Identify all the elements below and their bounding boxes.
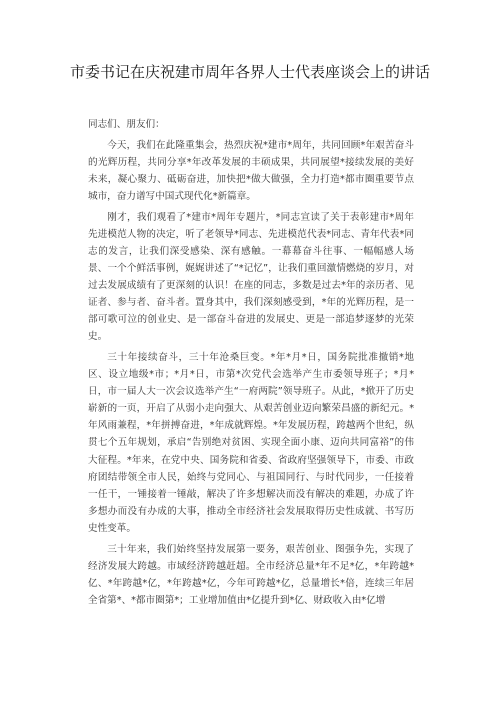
document-body (88, 116, 414, 613)
paragraph: 三十年接续奋斗，三十年沧桑巨变。*年*月*日，国务院批准撤销*地区、设立地级*市；*月*日，市第*次党代会选举产生市委领导班子；*月*日，市一届人大一次会议选举产生“一府两院”领导班子。从此，*掀开了历史崭新的一页，开启了从弱小走向强大、从艰苦创业迈向繁荣昌盛的新纪元。*年风雨兼程，*年拼搏奋进，*年成就辉煌。*年发展历程，跨越两个世纪，纵贯七个五年规划，承启“告别绝对贫困、实现全面小康、迈向共同富裕”的伟大征程。*年来，在党中央、国务院和省委、省政府坚强领导下，市委、市政府团结带领全市人民，始终与党同心、与祖国同行、与时代同步，一任接着一任干，一锤接着一锤敲，解决了许多想解决而没有解决的难题，办成了许多想办而没有办成的大事，推动全市经济社会发展取得历史性成就、书写历史性变革。 (88, 352, 414, 534)
paragraph: 刚才，我们观看了*建市*周年专题片，*同志宣读了关于表彰建市*周年先进模范人物的决定，听了老领导*同志、先进模范代表*同志、青年代表*同志的发言，让我们深受感染、深有感触。一幕幕奋斗往事、一幅幅感人场景、一个个鲜活事例，娓娓讲述了“*记忆”，让我们重回激情燃烧的岁月，对过去发展成绩有了更深刻的认识！在座的同志，多数是过去*年的亲历者、见证者、参与者、奋斗者。置身其中，我们深刻感受到，*年的光辉历程，是一部可歌可泣的创业史、是一部奋斗奋进的发展史、更是一部追梦逐梦的光荣史。 (88, 211, 414, 343)
paragraph: 今天，我们在此隆重集会，热烈庆祝*建市*周年，共同回顾*年艰苦奋斗的光辉历程，共同分享*年改革发展的丰硕成果，共同展望*接续发展的美好未来，凝心聚力、砥砺奋进，加快把*做大做强，全力打造*都市圈重要节点城市，奋力谱写中国式现代化*新篇章。 (88, 139, 414, 202)
paragraph: 三十年来，我们始终坚持发展第一要务，艰苦创业、图强争先，实现了经济发展大跨越。市域经济跨越赶超。全市经济总量*年不足*亿，*年跨越*亿、*年跨越*亿，*年跨越*亿，今年可跨越*亿，总量增长*倍，连续三年居全省第*、*都市圈第*；工业增加值由*亿提升到*亿、财政收入由*亿增 (88, 543, 414, 606)
document-title: 市委书记在庆祝建市周年各界人士代表座谈会上的讲话 (70, 63, 431, 81)
salutation: 同志们、朋友们： (88, 119, 165, 130)
